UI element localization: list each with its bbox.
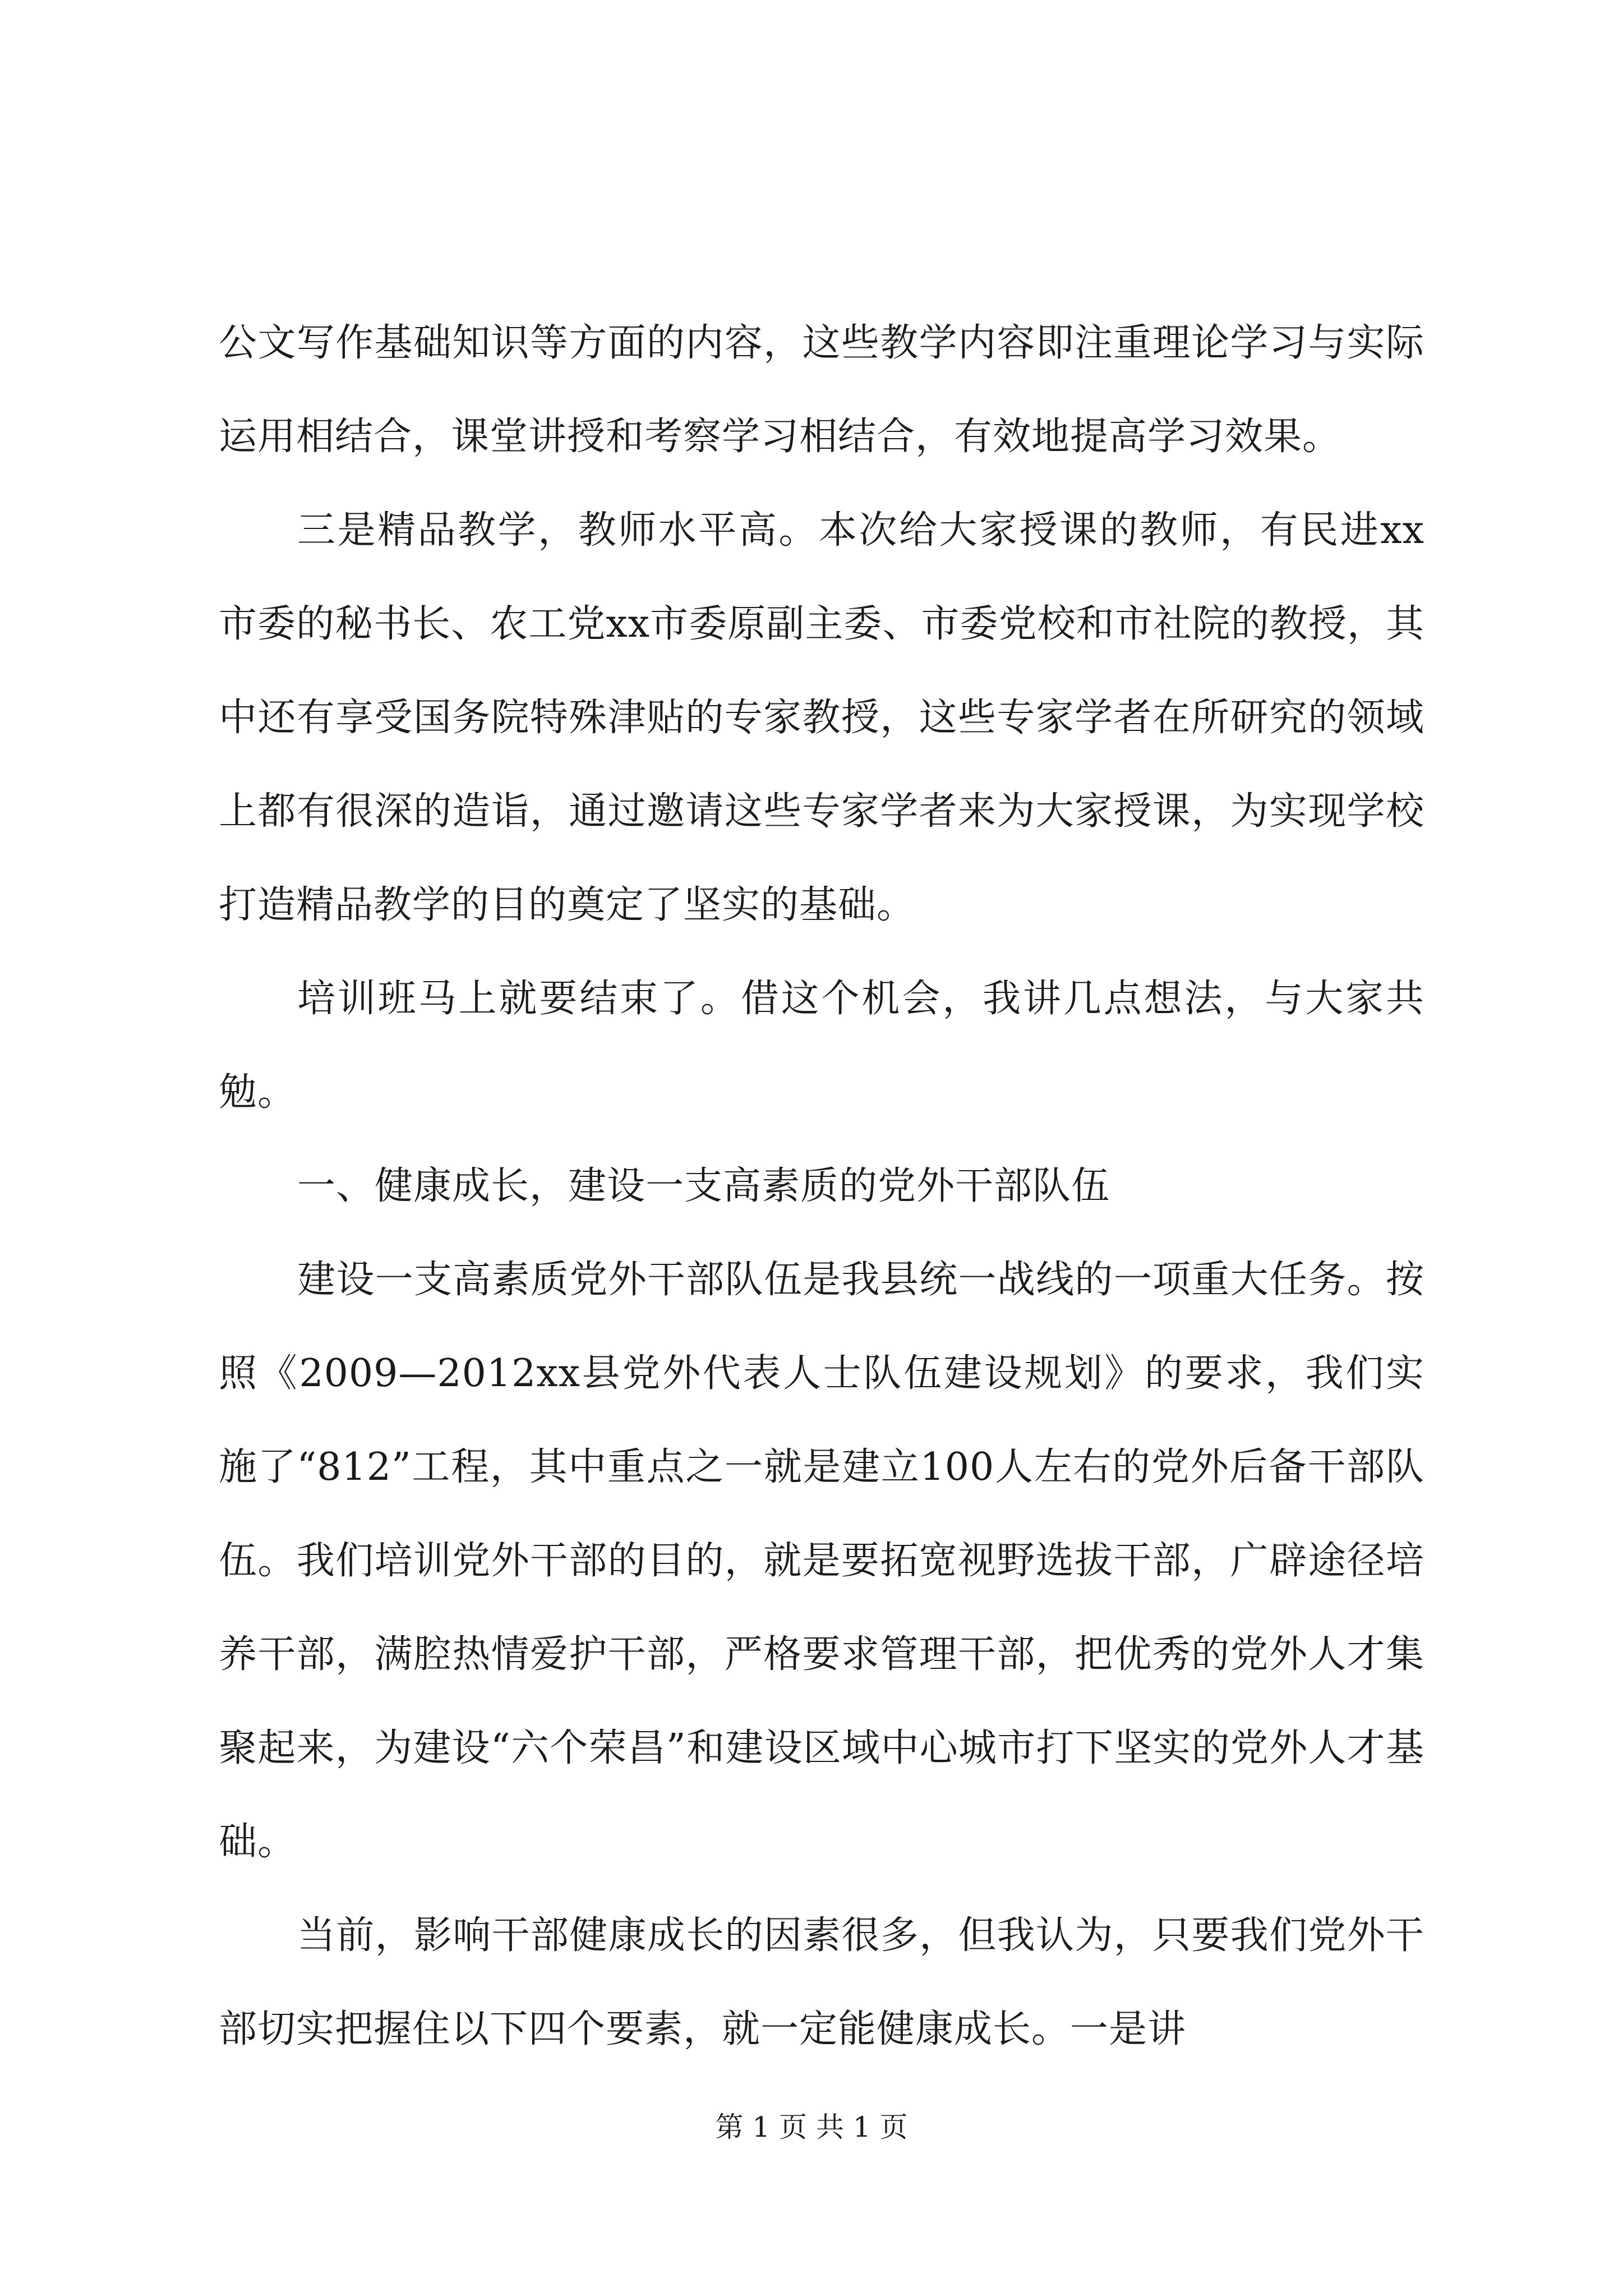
paragraph-1: 公文写作基础知识等方面的内容，这些教学内容即注重理论学习与实际运用相结合，课堂讲授和考察学习相结合，有效地提高学习效果。 [219,321,1424,459]
document-body [219,296,1424,2076]
paragraph-5: 当前，影响干部健康成长的因素很多，但我认为，只要我们党外干部切实把握住以下四个要素，就一定能健康成长。一是讲 [219,1913,1424,2051]
paragraph-3: 培训班马上就要结束了。借这个机会，我讲几点想法，与大家共勉。 [219,977,1424,1115]
paragraph-2: 三是精品教学，教师水平高。本次给大家授课的教师，有民进xx市委的秘书长、农工党xx市委原副主委、市委党校和市社院的教授，其中还有享受国务院特殊津贴的专家教授，这些专家学者在所研究的领域上都有很深的造诣，通过邀请这些专家学者来为大家授课，为实现学校打造精品教学的目的奠定了坚实的基础。 [219,508,1424,927]
paragraph-4: 建设一支高素质党外干部队伍是我县统一战线的一项重大任务。按照《2009—2012xx县党外代表人士队伍建设规划》的要求，我们实施了“812”工程，其中重点之一就是建立100人左右的党外后备干部队伍。我们培训党外干部的目的，就是要拓宽视野选拔干部，广辟途径培养干部，满腔热情爱护干部，严格要求管理干部，把优秀的党外人才集聚起来，为建设“六个荣昌”和建设区域中心城市打下坚实的党外人才基础。 [219,1258,1424,1864]
page-footer: 第 1 页 共 1 页 [715,2111,908,2143]
section-heading: 一、健康成长，建设一支高素质的党外干部队伍 [297,1164,1110,1208]
